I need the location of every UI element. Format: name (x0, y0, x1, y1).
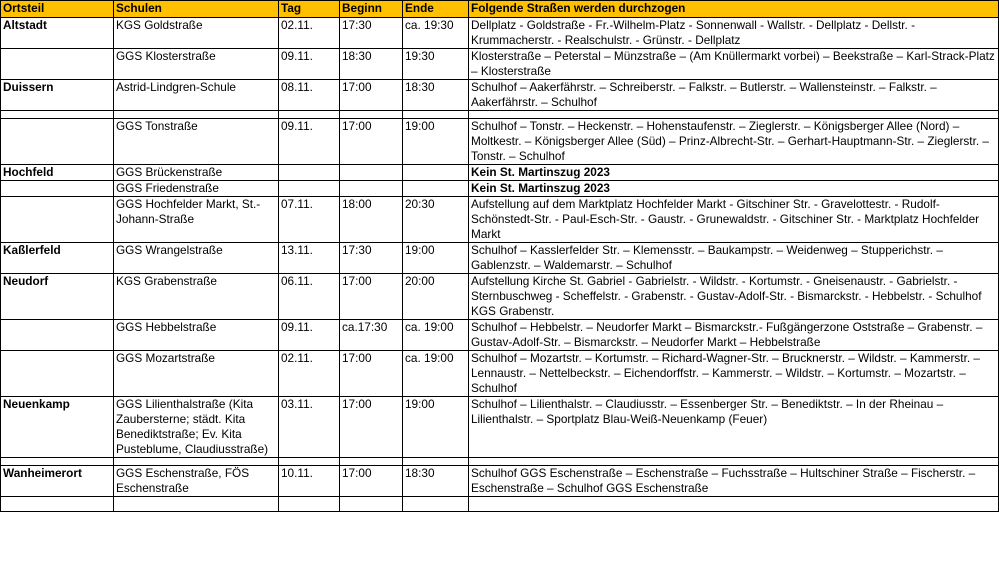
spacer-row (1, 497, 999, 512)
table-row (1, 80, 999, 111)
route-cell: Aufstellung Kirche St. Gabriel - Gabrielstr. - Wildstr. - Kortumstr. - Gneisenaustr. - Gabrielstr. - Sternbuschweg - Scheffelstr. - Grabenstr. - Gustav-Adolf-Str. - Bismarckstr. - Hebbelstr. - Schulhof KGS Grabenstr. (469, 274, 999, 320)
spacer-cell (279, 111, 340, 119)
district-cell: Kaßlerfeld (1, 243, 114, 274)
header-start: Beginn (340, 1, 403, 18)
start-cell: 17:00 (340, 397, 403, 458)
spacer-cell (403, 458, 469, 466)
day-cell: 03.11. (279, 397, 340, 458)
end-cell (403, 165, 469, 181)
header-route: Folgende Straßen werden durchzogen (469, 1, 999, 18)
day-cell: 13.11. (279, 243, 340, 274)
start-cell: 17:30 (340, 243, 403, 274)
day-cell: 10.11. (279, 466, 340, 497)
start-cell (340, 181, 403, 197)
start-cell (340, 165, 403, 181)
school-cell: KGS Grabenstraße (114, 274, 279, 320)
spacer-cell (114, 111, 279, 119)
district-cell: Wanheimerort (1, 466, 114, 497)
spacer-cell (340, 497, 403, 512)
table-row (1, 274, 999, 320)
spacer-cell (114, 458, 279, 466)
end-cell: 20:30 (403, 197, 469, 243)
route-cell: Kein St. Martinszug 2023 (469, 181, 999, 197)
table-row (1, 351, 999, 397)
spacer-cell (279, 458, 340, 466)
end-cell: ca. 19:00 (403, 351, 469, 397)
header-district: Ortsteil (1, 1, 114, 18)
day-cell: 09.11. (279, 320, 340, 351)
route-cell: Schulhof – Tonstr. – Heckenstr. – Hohenstaufenstr. – Zieglerstr. – Königsberger Allee (Nord) – Moltkestr. – Königsberger Allee (Süd) – Prinz-Albrecht-Str. – Gerhart-Hauptmann-Str. – Zieglerstr. – Tonstr. – Schulhof (469, 119, 999, 165)
school-cell: GGS Mozartstraße (114, 351, 279, 397)
spacer-row (1, 458, 999, 466)
spacer-cell (403, 111, 469, 119)
header-row (1, 1, 999, 18)
school-cell: GGS Hochfelder Markt, St.-Johann-Straße (114, 197, 279, 243)
school-cell: GGS Klosterstraße (114, 49, 279, 80)
header-end: Ende (403, 1, 469, 18)
spacer-cell (279, 497, 340, 512)
start-cell: 17:00 (340, 466, 403, 497)
spacer-cell (1, 111, 114, 119)
route-cell: Schulhof – Lilienthalstr. – Claudiusstr. – Essenberger Str. – Benediktstr. – In der Rheinau – Lilienthalstr. – Sportplatz Blau-Weiß-Neuenkamp (Feuer) (469, 397, 999, 458)
route-cell: Schulhof GGS Eschenstraße – Eschenstraße – Fuchsstraße – Hultschiner Straße – Fischerstr. – Eschenstraße – Schulhof GGS Eschenstraße (469, 466, 999, 497)
end-cell: ca. 19:30 (403, 18, 469, 49)
day-cell: 07.11. (279, 197, 340, 243)
spacer-cell (340, 111, 403, 119)
table-row (1, 243, 999, 274)
school-cell: GGS Hebbelstraße (114, 320, 279, 351)
table-row (1, 49, 999, 80)
end-cell: 19:00 (403, 119, 469, 165)
table-row (1, 18, 999, 49)
district-cell: Altstadt (1, 18, 114, 49)
district-cell (1, 197, 114, 243)
spacer-cell (469, 497, 999, 512)
spacer-cell (340, 458, 403, 466)
route-cell: Schulhof – Mozartstr. – Kortumstr. – Richard-Wagner-Str. – Brucknerstr. – Wildstr. – Kammerstr. – Lennaustr. – Nettelbeckstr. – Eichendorffstr. – Kammerstr. – Wildstr. – Kortumstr. – Mozartstr. – Schulhof (469, 351, 999, 397)
route-cell: Dellplatz - Goldstraße - Fr.-Wilhelm-Platz - Sonnenwall - Wallstr. - Dellplatz - Dellstr. - Krummacherstr. - Realschulstr. - Grünstr. - Dellplatz (469, 18, 999, 49)
end-cell: 19:30 (403, 49, 469, 80)
school-cell: KGS Goldstraße (114, 18, 279, 49)
table-row (1, 320, 999, 351)
spacer-cell (469, 458, 999, 466)
route-cell: Schulhof – Hebbelstr. – Neudorfer Markt – Bismarckstr.- Fußgängerzone Oststraße – Grabenstr. – Gustav-Adolf-Str. – Bismarckstr. – Neudorfer Markt – Hebbelstraße (469, 320, 999, 351)
spacer-cell (114, 497, 279, 512)
table-row (1, 165, 999, 181)
table-row (1, 466, 999, 497)
district-cell (1, 320, 114, 351)
end-cell: 19:00 (403, 397, 469, 458)
table-row (1, 397, 999, 458)
day-cell: 02.11. (279, 351, 340, 397)
end-cell: 19:00 (403, 243, 469, 274)
day-cell (279, 165, 340, 181)
district-cell: Duissern (1, 80, 114, 111)
school-cell: GGS Eschenstraße, FÖS Eschenstraße (114, 466, 279, 497)
spacer-cell (469, 111, 999, 119)
spacer-cell (403, 497, 469, 512)
start-cell: 17:00 (340, 351, 403, 397)
day-cell: 02.11. (279, 18, 340, 49)
table-row (1, 119, 999, 165)
day-cell: 09.11. (279, 119, 340, 165)
district-cell (1, 351, 114, 397)
end-cell: ca. 19:00 (403, 320, 469, 351)
route-cell: Kein St. Martinszug 2023 (469, 165, 999, 181)
start-cell: 17:30 (340, 18, 403, 49)
school-cell: GGS Brückenstraße (114, 165, 279, 181)
district-cell: Hochfeld (1, 165, 114, 181)
day-cell (279, 181, 340, 197)
header-school: Schulen (114, 1, 279, 18)
start-cell: 17:00 (340, 274, 403, 320)
start-cell: 18:30 (340, 49, 403, 80)
end-cell: 20:00 (403, 274, 469, 320)
route-cell: Schulhof – Kasslerfelder Str. – Klemensstr. – Baukampstr. – Weidenweg – Stupperichstr. – Gablenzstr. – Waldemarstr. – Schulhof (469, 243, 999, 274)
school-cell: GGS Lilienthalstraße (Kita Zaubersterne; städt. Kita Benediktstraße; Ev. Kita Pusteblume, Claudiusstraße) (114, 397, 279, 458)
start-cell: 17:00 (340, 80, 403, 111)
table-row (1, 197, 999, 243)
school-cell: GGS Wrangelstraße (114, 243, 279, 274)
spacer-cell (1, 497, 114, 512)
district-cell (1, 119, 114, 165)
start-cell: 18:00 (340, 197, 403, 243)
route-cell: Schulhof – Aakerfährstr. – Schreiberstr. – Falkstr. – Butlerstr. – Wallensteinstr. – Falkstr. – Aakerfährstr. – Schulhof (469, 80, 999, 111)
district-cell: Neuenkamp (1, 397, 114, 458)
route-cell: Aufstellung auf dem Marktplatz Hochfelder Markt - Gitschiner Str. - Gravelottestr. - Rudolf-Schönstedt-Str. - Paul-Esch-Str. - Gaustr. - Grunewaldstr. - Gitschiner Str. - Marktplatz Hochfelder Markt (469, 197, 999, 243)
end-cell: 18:30 (403, 80, 469, 111)
day-cell: 08.11. (279, 80, 340, 111)
day-cell: 06.11. (279, 274, 340, 320)
school-cell: GGS Tonstraße (114, 119, 279, 165)
start-cell: ca.17:30 (340, 320, 403, 351)
spacer-row (1, 111, 999, 119)
header-day: Tag (279, 1, 340, 18)
table-row (1, 181, 999, 197)
spacer-cell (1, 458, 114, 466)
route-cell: Klosterstraße – Peterstal – Münzstraße – (Am Knüllermarkt vorbei) – Beekstraße – Karl-Strack-Platz – Klosterstraße (469, 49, 999, 80)
district-cell (1, 181, 114, 197)
district-cell: Neudorf (1, 274, 114, 320)
day-cell: 09.11. (279, 49, 340, 80)
school-cell: Astrid-Lindgren-Schule (114, 80, 279, 111)
start-cell: 17:00 (340, 119, 403, 165)
school-cell: GGS Friedenstraße (114, 181, 279, 197)
district-cell (1, 49, 114, 80)
end-cell (403, 181, 469, 197)
end-cell: 18:30 (403, 466, 469, 497)
